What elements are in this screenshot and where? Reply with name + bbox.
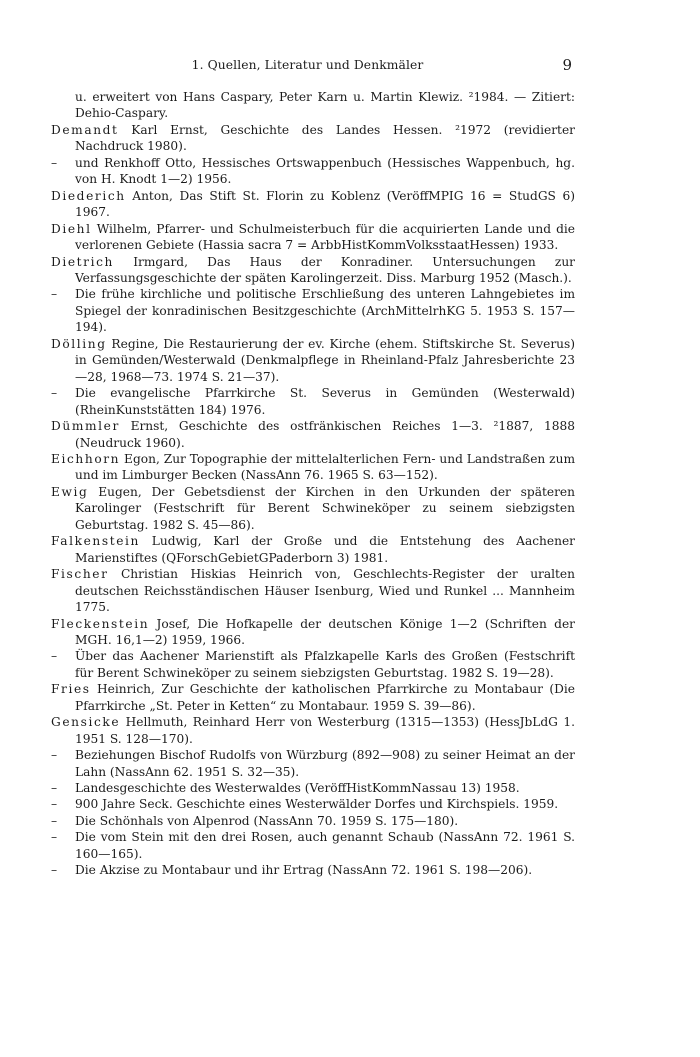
entry-author: Dümmler (51, 419, 120, 434)
entry-author: Fischer (51, 567, 109, 582)
entry-text: u. erweitert von Hans Caspary, Peter Karn u. Martin Klewiz. ²1984. — Zitiert: Dehio-Caspary. (75, 90, 575, 121)
entry-text: Christian Hiskias Heinrich von, Geschlechts-Register der uralten deutschen Reichsständischen Häuser Isenburg, Wied und Runkel ... Mannheim 1775. (75, 567, 575, 615)
bibliography-entry (51, 533, 575, 566)
entry-text: Über das Aachener Marienstift als Pfalzkapelle Karls des Großen (Festschrift für Berent Schwineköper zu seinem siebzigsten Geburtstag. 1982 S. 19—28). (75, 649, 575, 680)
bibliography-entry (51, 616, 575, 649)
entry-author: Diehl (51, 221, 92, 236)
bibliography-entry (51, 780, 575, 796)
bibliography-entry (51, 813, 575, 829)
entry-author: Falkenstein (51, 534, 140, 549)
bibliography-entry (51, 648, 575, 681)
bibliography-entry (51, 451, 575, 484)
entry-text: Die vom Stein mit den drei Rosen, auch genannt Schaub (NassAnn 72. 1961 S. 160—165). (75, 830, 575, 861)
entry-text: Ernst, Geschichte des ostfränkischen Reiches 1—3. ²1887, 1888 (Neudruck 1960). (75, 419, 575, 450)
entry-author: Fleckenstein (51, 616, 150, 631)
bibliography-entry (51, 418, 575, 451)
bibliography-entry (51, 155, 575, 188)
entry-author: Eichhorn (51, 451, 121, 466)
entry-text: Heinrich, Zur Geschichte der katholischen Pfarrkirche zu Montabaur (Die Pfarrkirche „St. Peter in Ketten“ zu Montabaur. 1959 S. 39—86). (75, 682, 575, 713)
entry-text: Irmgard, Das Haus der Konradiner. Untersuchungen zur Verfassungsgeschichte der späten Karolingerzeit. Diss. Marburg 1952 (Masch.). (75, 254, 575, 285)
ditto-dash: – (51, 781, 58, 796)
ditto-dash: – (51, 386, 58, 401)
ditto-dash: – (51, 287, 58, 302)
bibliography-entry (51, 286, 575, 335)
bibliography-entry (51, 385, 575, 418)
entry-text: Hellmuth, Reinhard Herr von Westerburg (1315—1353) (HessJbLdG 1. 1951 S. 128—170). (75, 715, 575, 746)
bibliography-entry (51, 714, 575, 747)
entry-text: Karl Ernst, Geschichte des Landes Hessen. ²1972 (revidierter Nachdruck 1980). (75, 122, 575, 154)
bibliography-entry (51, 221, 575, 254)
bibliography-entry (51, 747, 575, 780)
bibliography-entry (51, 188, 575, 221)
entry-text: Wilhelm, Pfarrer- und Schulmeisterbuch für die acquirierten Lande und die verlorenen Gebiete (Hassia sacra 7 = ArbbHistKommVolksstaatHessen) 1933. (75, 221, 575, 253)
entry-text: Regine, Die Restaurierung der ev. Kirche (ehem. Stiftskirche St. Severus) in Gemünden/Westerwald (Denkmalpflege in Rheinland-Pfalz Jahresberichte 23—28, 1968—73. 1974 S. 21—37). (75, 336, 575, 384)
entry-author: Fries (51, 682, 91, 697)
entry-text: Die evangelische Pfarrkirche St. Severus in Gemünden (Westerwald) (RheinKunststätten 184) 1976. (75, 386, 575, 417)
bibliography-entry (51, 829, 575, 862)
bibliography-list (51, 89, 575, 879)
bibliography-entry (51, 89, 575, 122)
bibliography-entry (51, 681, 575, 714)
entry-text: Die frühe kirchliche und politische Erschließung des unteren Lahngebietes im Spiegel der konradinischen Besitzgeschichte (ArchMittelrhKG 5. 1953 S. 157—194). (75, 287, 575, 335)
ditto-dash: – (51, 155, 58, 170)
entry-text: 900 Jahre Seck. Geschichte eines Westerwälder Dorfes und Kirchspiels. 1959. (75, 797, 559, 812)
entry-author: Demandt (51, 122, 119, 137)
entry-text: Beziehungen Bischof Rudolfs von Würzburg (892—908) zu seiner Heimat an der Lahn (NassAnn 62. 1951 S. 32—35). (75, 748, 575, 779)
ditto-dash: – (51, 863, 58, 878)
running-head (0, 56, 700, 76)
entry-author: Gensicke (51, 715, 121, 730)
entry-text: Anton, Das Stift St. Florin zu Koblenz (VeröffMPIG 16 = StudGS 6) 1967. (75, 188, 575, 220)
ditto-dash: – (51, 830, 58, 845)
running-title: 1. Quellen, Literatur und Denkmäler (191, 58, 424, 72)
entry-text: Die Schönhals von Alpenrod (NassAnn 70. 1959 S. 175—180). (75, 813, 459, 828)
page-number: 9 (562, 56, 572, 74)
bibliography-entry (51, 336, 575, 385)
entry-text: Egon, Zur Topographie der mittelalterlichen Fern- und Landstraßen zum und im Limburger Becken (NassAnn 76. 1965 S. 63—152). (75, 451, 575, 483)
bibliography-entry (51, 862, 575, 878)
entry-text: Ludwig, Karl der Große und die Entstehung des Aachener Marienstiftes (QForschGebietGPaderborn 3) 1981. (75, 534, 575, 565)
ditto-dash: – (51, 813, 58, 828)
ditto-dash: – (51, 649, 58, 664)
bibliography-entry (51, 796, 575, 812)
entry-text: Eugen, Der Gebetsdienst der Kirchen in den Urkunden der späteren Karolinger (Festschrift für Berent Schwineköper zu seinem siebzigsten Geburtstag. 1982 S. 45—86). (75, 484, 575, 532)
bibliography-entry (51, 566, 575, 615)
entry-text: und Renkhoff Otto, Hessisches Ortswappenbuch (Hessisches Wappenbuch, hg. von H. Knodt 1—2) 1956. (75, 155, 575, 187)
entry-text: Josef, Die Hofkapelle der deutschen Könige 1—2 (Schriften der MGH. 16,1—2) 1959, 1966. (75, 616, 575, 647)
ditto-dash: – (51, 748, 58, 763)
bibliography-entry (51, 122, 575, 155)
bibliography-entry (51, 484, 575, 533)
entry-author: Dölling (51, 336, 107, 351)
ditto-dash: – (51, 797, 58, 812)
bibliography-entry (51, 254, 575, 287)
entry-text: Landesgeschichte des Westerwaldes (VeröffHistKommNassau 13) 1958. (75, 781, 520, 796)
entry-author: Ewig (51, 484, 89, 499)
entry-text: Die Akzise zu Montabaur und ihr Ertrag (NassAnn 72. 1961 S. 198—206). (75, 863, 533, 878)
entry-author: Dietrich (51, 254, 114, 269)
entry-author: Diederich (51, 188, 126, 203)
